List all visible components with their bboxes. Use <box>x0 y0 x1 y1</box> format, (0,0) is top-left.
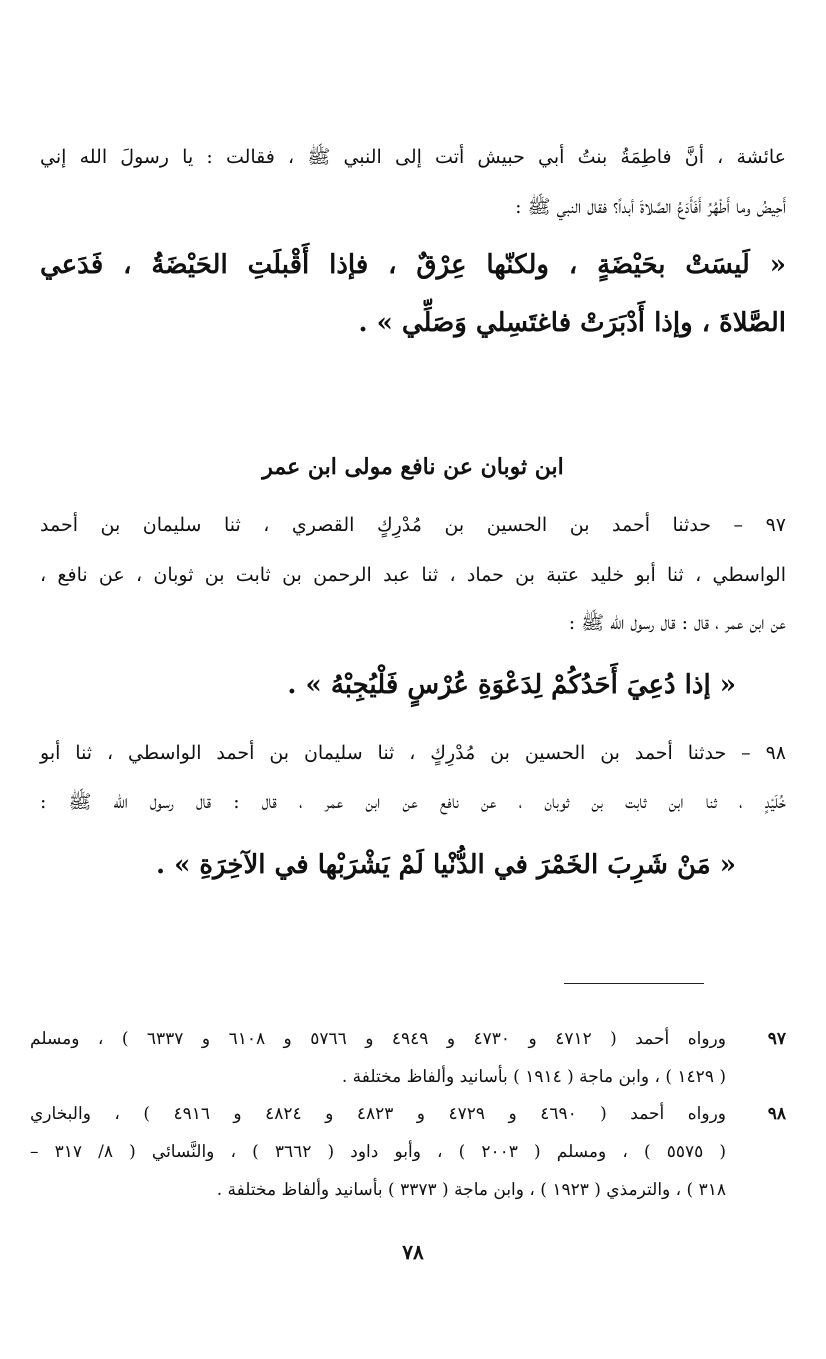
footnote-separator <box>564 983 704 984</box>
footnote-98-line-1: ورواه أحمد ( ٤٦٩٠ و ٤٧٢٩ و ٤٨٢٣ و ٤٨٢٤ و ٤٩١٦ ) ، والبخاري <box>30 1104 726 1124</box>
hadith-97-line-1: ٩٧ – حدثنا أحمد بن الحسين بن مُدْرِكٍ القصري ، ثنا سليمان بن أحمد <box>40 514 786 536</box>
footnote-97 <box>30 1025 786 1085</box>
hadith-98-line-2: خُلَيْدٍ ، ثنا ابن ثابت بن ثوبان ، عن نافع عن ابن عمر ، قال : قال رسول الله ﷺ : <box>40 791 786 813</box>
footnote-97-line-1: ورواه أحمد ( ٤٧١٢ و ٤٧٣٠ و ٤٩٤٩ و ٥٧٦٦ و ٦١٠٨ و ٦٣٣٧ ) ، ومسلم <box>30 1029 726 1049</box>
section-heading: ابن ثوبان عن نافع مولى ابن عمر <box>262 454 564 480</box>
intro-line-2: أَحِيضُ وما أَطْهُرُ أَفَأَدَعُ الصَّلاةَ أبداً؟ فقال النبي ﷺ : <box>515 196 786 218</box>
hadith-97-line-2: الواسطي ، ثنا أبو خليد عتبة بن حماد ، ثنا عبد الرحمن بن ثابت بن ثوبان ، عن نافع ، <box>40 564 786 586</box>
hadith-matn-line-2: الصَّلاةَ ، وإذا أَدْبَرَتْ فاغتَسِلي وَصَلِّي » . <box>358 308 786 338</box>
footnote-98 <box>30 1100 786 1210</box>
footnote-98-line-3: ٣١٨ ) ، والترمذي ( ١٩٢٣ ) ، وابن ماجة ( ٣٣٧٣ ) بأسانيد وألفاظ مختلفة . <box>216 1180 726 1200</box>
footnote-number: ٩٨ <box>767 1104 786 1124</box>
hadith-98-matn: « مَنْ شَرِبَ الخَمْرَ في الدُّنْيا لَمْ يَشْرَبْها في الآخِرَةِ » . <box>156 850 736 880</box>
hadith-97-line-3: عن ابن عمر ، قال : قال رسول الله ﷺ : <box>568 612 786 634</box>
hadith-98-line-1: ٩٨ – حدثنا أحمد بن الحسين بن مُدْرِكٍ ، ثنا سليمان بن أحمد الواسطي ، ثنا أبو <box>40 742 786 764</box>
footnote-98-line-2: ( ٥٥٧٥ ) ، ومسلم ( ٢٠٠٣ ) ، وأبو داود ( ٣٦٦٢ ) ، والنَّسائي ( ٨/ ٣١٧ – <box>30 1142 727 1162</box>
intro-line-1: عائشة ، أنَّ فاطِمَةُ بنتُ أبي حبيش أتت إلى النبي ﷺ ، فقالت : يا رسولَ الله إني <box>40 146 787 168</box>
footnote-number: ٩٧ <box>767 1029 786 1049</box>
hadith-matn-line-1: « لَيسَتْ بحَيْضَةٍ ، ولكنّها عِرْقٌ ، فإذا أَقْبلَتِ الحَيْضَةُ ، فَدَعي <box>40 250 786 280</box>
page-number: ٧٨ <box>402 1240 424 1264</box>
footnote-97-line-2: ( ١٤٢٩ ) ، وابن ماجة ( ١٩١٤ ) بأسانيد وألفاظ مختلفة . <box>341 1067 726 1087</box>
hadith-97-matn: « إذا دُعِيَ أَحَدُكُمْ لِدَعْوَةِ عُرْسٍ فَلْيُجِبْهُ » . <box>287 670 736 700</box>
